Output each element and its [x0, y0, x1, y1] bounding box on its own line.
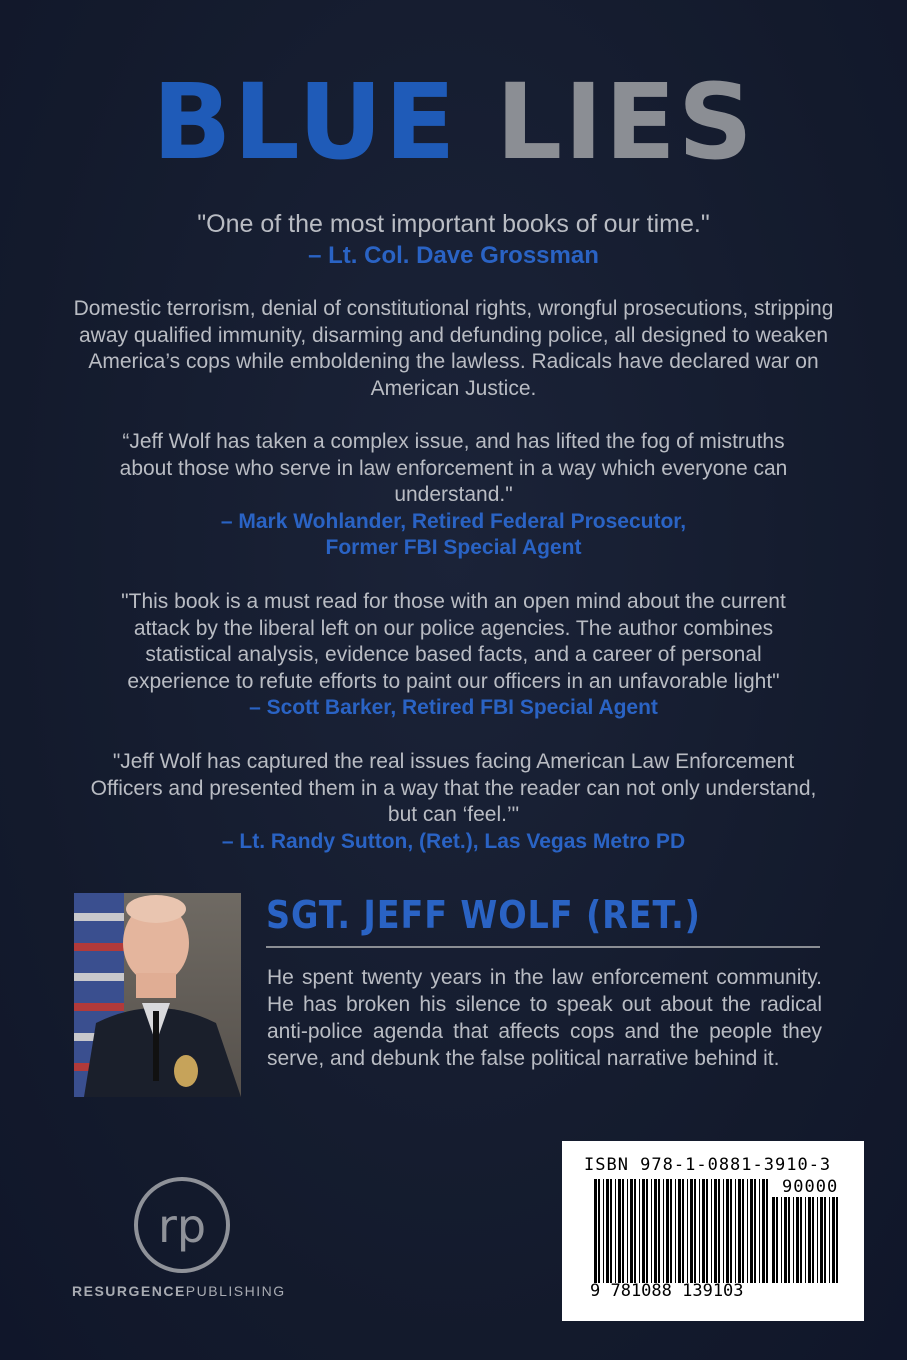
publisher-monogram: rp — [157, 1199, 207, 1253]
quote-attribution: – Scott Barker, Retired FBI Special Agent — [249, 696, 658, 719]
author-portrait-image — [74, 893, 241, 1097]
divider — [266, 946, 820, 948]
author-photo — [74, 893, 241, 1097]
isbn-barcode — [562, 1141, 864, 1321]
featured-quote — [60, 208, 847, 272]
main-barcode-bars — [594, 1179, 774, 1283]
quote-attribution: – Mark Wohlander, Retired Federal Prosecutor, — [220, 509, 687, 533]
author-name: SGT. JEFF WOLF (RET.) — [266, 893, 701, 937]
quote-text: "This book is a must read for those with an open mind about the current attack by the liberal left on our police agencies. The author combines statistical analysis, evidence based facts, and a career of personal experience to refute efforts to paint our officers in an unfavorable light" — [121, 590, 786, 693]
isbn-digits: 9 781088 139103 — [590, 1281, 744, 1301]
featured-quote-attribution: – Lt. Col. Dave Grossman — [308, 242, 599, 269]
quote-2 — [95, 589, 812, 722]
publisher-name — [72, 1283, 286, 1299]
quote-attribution: – Lt. Randy Sutton, (Ret.), Las Vegas Metro PD — [221, 829, 686, 853]
rp-monogram-icon — [72, 1175, 292, 1280]
quote-attribution: Former FBI Special Agent — [325, 536, 582, 559]
isbn-label: ISBN 978-1-0881-3910-3 — [584, 1155, 832, 1175]
quote-3 — [80, 749, 827, 855]
description: Domestic terrorism, denial of constitutional rights, wrongful prosecutions, stripping away qualified immunity, disarming and defunding police, all designed to weaken America’s cops while emboldening the lawless. Radicals have declared war on American Justice. — [73, 297, 834, 400]
quote-1 — [110, 429, 797, 562]
publisher-name-light: PUBLISHING — [185, 1283, 286, 1299]
author-bio: He spent twenty years in the law enforcement community. He has broken his silence to speak out about the radical anti-police agenda that affects cops and the people they serve, and debunk the false political narrative behind it. — [267, 966, 822, 1070]
addon-barcode-bars — [772, 1197, 842, 1283]
book-title — [0, 61, 907, 183]
publisher-logo — [72, 1175, 292, 1310]
quote-text: "Jeff Wolf has captured the real issues facing American Law Enforcement Officers and presented them in a way that the reader can not only understand, but can ‘feel.’" — [90, 750, 817, 826]
publisher-name-bold: RESURGENCE — [72, 1283, 186, 1299]
featured-quote-text: "One of the most important books of our time." — [197, 210, 710, 238]
title-grey: LIES — [495, 61, 755, 183]
price-code: 90000 — [782, 1177, 839, 1197]
quote-text: “Jeff Wolf has taken a complex issue, and has lifted the fog of mistruths about those who serve in law enforcement in a way which everyone can understand." — [119, 430, 788, 506]
title-blue: BLUE — [152, 61, 458, 183]
